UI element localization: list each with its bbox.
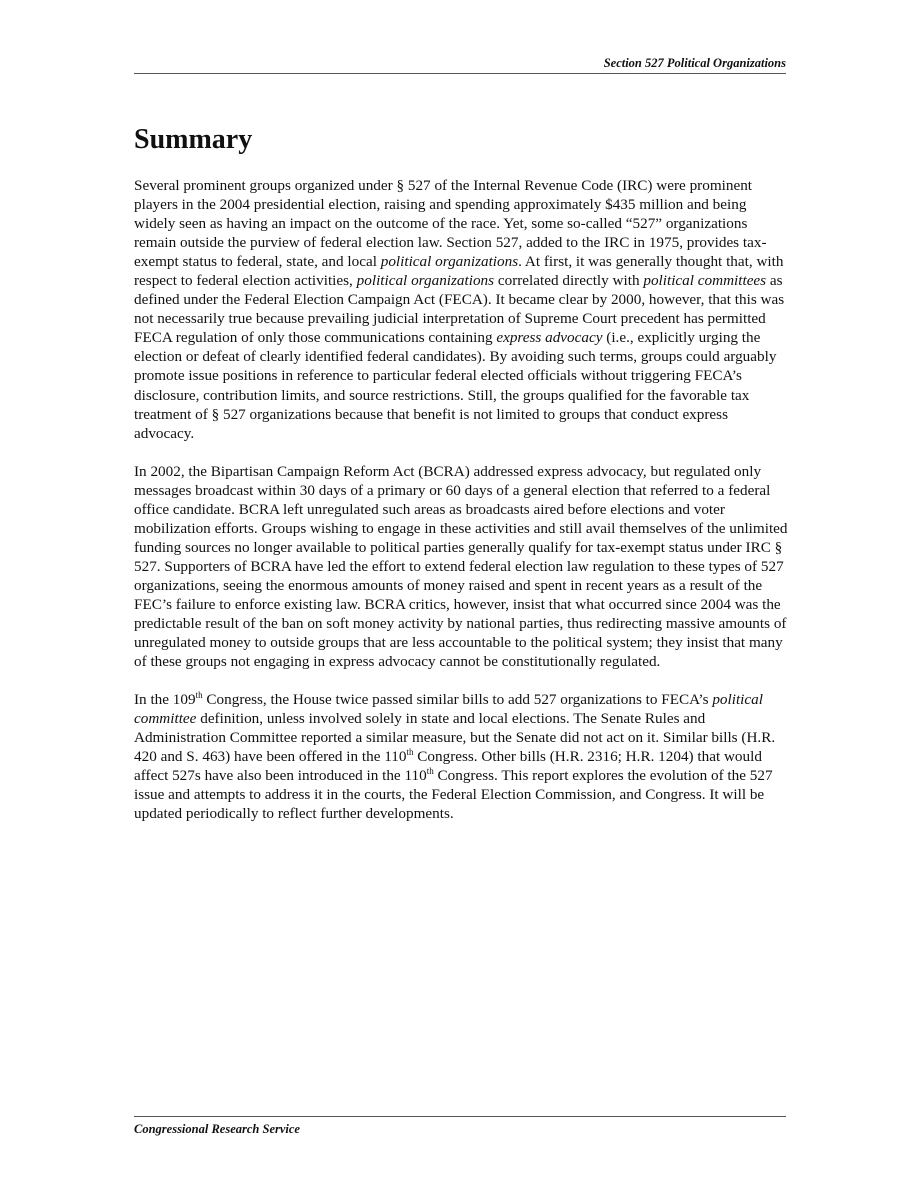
- text-run: Several prominent groups organized under § 527 of the Internal Revenue Code (IRC) were prominent players in the 2004 presidential election, raising and spending approximately $435 million and being widely seen as having an impact on the outcome of the race. Yet, some so-called “527” organizations remain outside the purview of federal election law. Section 527, added to the IRC in 1975, provides tax-exempt status to federal, state, and local: [134, 177, 767, 271]
- italic-term: political organizations: [356, 272, 495, 290]
- text-run: as defined under the Federal Election Campaign Act (FECA). It became clear by 2000, however, that this was not necessarily true because prevailing judicial interpretation of Supreme Court precedent has permitted FECA regulation of only those communications containing: [134, 272, 785, 347]
- text-run: (i.e., explicitly urging the election or defeat of clearly identified federal candidates). By avoiding such terms, groups could arguably promote issue positions in reference to particular federal elected officials without triggering FECA’s disclosure, contribution limits, and source restrictions. Still, the groups qualified for the favorable tax treatment of § 527 organizations because that benefit is not limited to groups that conduct express advocacy.: [134, 329, 777, 442]
- summary-body: [134, 176, 788, 843]
- text-run: In 2002, the Bipartisan Campaign Reform Act (BCRA) addressed express advocacy, but regulated only messages broadcast within 30 days of a primary or 60 days of a general election that referred to a federal office candidate. BCRA left unregulated such areas as broadcasts aired before elections and voter mobilization efforts. Groups wishing to engage in these activities and still avail themselves of the unlimited funding sources no longer available to political parties generally qualify for tax-exempt status under IRC § 527. Supporters of BCRA have led the effort to extend federal election law regulation to these types of 527 organizations, seeing the enormous amounts of money raised and spent in recent years as a result of the FEC’s failure to enforce existing law. BCRA critics, however, insist that what occurred since 2004 was the predictable result of the ban on soft money activity by national parties, thus redirecting massive amounts of unregulated money to outside groups that are less accountable to the political system; they insist that many of these groups not engaging in express advocacy cannot be constitutionally regulated.: [134, 462, 788, 671]
- italic-term: political committee: [134, 691, 763, 728]
- body-paragraph: [134, 176, 788, 443]
- text-run: Congress. This report explores the evolution of the 527 issue and attempts to address it in the courts, the Federal Election Commission, and Congress. It will be updated periodically to reflect further developments.: [134, 767, 773, 823]
- footer-publisher: Congressional Research Service: [134, 1122, 300, 1136]
- text-run: . At first, it was generally thought that, with respect to federal election activities,: [134, 253, 784, 290]
- text-run: correlated directly with: [494, 272, 644, 290]
- running-footer: [134, 1116, 786, 1137]
- text-run: Congress. Other bills (H.R. 2316; H.R. 1204) that would affect 527s have also been introduced in the 110: [134, 748, 762, 785]
- body-paragraph: [134, 690, 788, 823]
- running-header-title: Section 527 Political Organizations: [603, 56, 786, 70]
- ordinal-suffix: th: [195, 690, 203, 701]
- ordinal-suffix: th: [406, 747, 414, 758]
- italic-term: express advocacy: [496, 329, 603, 347]
- text-run: Congress, the House twice passed similar bills to add 527 organizations to FECA’s: [202, 691, 713, 709]
- text-run: In the 109: [134, 691, 196, 709]
- page-title: Summary: [134, 124, 253, 155]
- italic-term: political committees: [643, 272, 767, 290]
- text-run: definition, unless involved solely in state and local elections. The Senate Rules and Administration Committee reported a similar measure, but the Senate did not act on it. Similar bills (H.R. 420 and S. 463) have been offered in the 110: [134, 710, 776, 766]
- ordinal-suffix: th: [426, 766, 434, 777]
- body-paragraph: [134, 462, 788, 672]
- running-header: [134, 55, 786, 74]
- italic-term: political organizations: [380, 253, 519, 271]
